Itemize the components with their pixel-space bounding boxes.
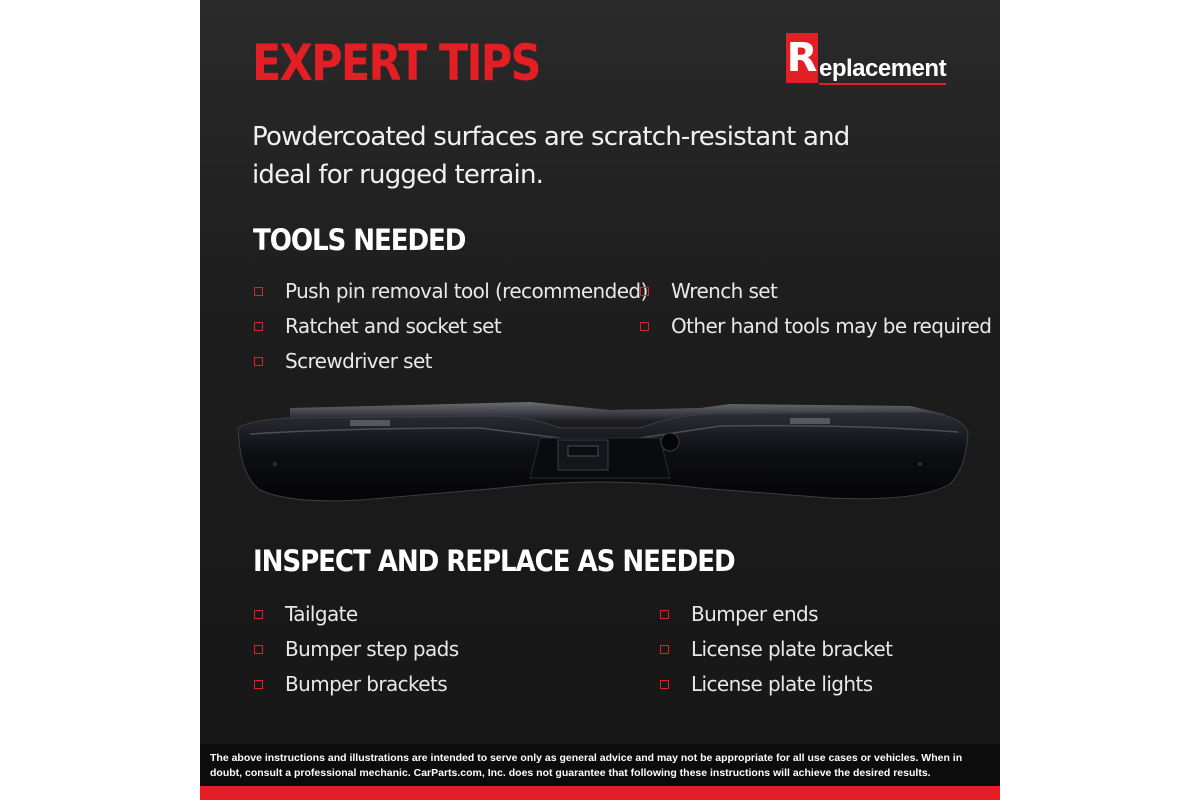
inspect-heading: INSPECT AND REPLACE AS NEEDED bbox=[253, 544, 735, 578]
list-item bbox=[658, 597, 892, 632]
list-item bbox=[252, 344, 648, 379]
square-bullet-icon bbox=[660, 645, 669, 654]
list-item-label: Bumper step pads bbox=[285, 637, 459, 661]
logo-wordmark: eplacement bbox=[819, 55, 947, 82]
disclaimer-footer bbox=[200, 744, 1000, 786]
square-bullet-icon bbox=[254, 645, 263, 654]
list-item-label: License plate bracket bbox=[691, 637, 893, 661]
square-bullet-icon bbox=[660, 610, 669, 619]
list-item bbox=[252, 309, 648, 344]
tools-list-left bbox=[252, 274, 648, 379]
accent-bar bbox=[200, 786, 1000, 800]
list-item bbox=[658, 632, 892, 667]
list-item-label: Screwdriver set bbox=[285, 349, 432, 373]
intro-text: Powdercoated surfaces are scratch-resistant and ideal for rugged terrain. bbox=[252, 122, 850, 190]
list-item bbox=[252, 632, 459, 667]
logo-initial: R bbox=[786, 35, 818, 81]
square-bullet-icon bbox=[640, 287, 649, 296]
tools-list-right bbox=[638, 274, 991, 344]
list-item-label: Bumper brackets bbox=[285, 672, 448, 696]
replacement-logo bbox=[786, 33, 948, 85]
list-item-label: License plate lights bbox=[691, 672, 873, 696]
list-item bbox=[638, 274, 991, 309]
square-bullet-icon bbox=[254, 610, 263, 619]
list-item-label: Other hand tools may be required bbox=[671, 314, 992, 338]
list-item bbox=[638, 309, 991, 344]
expert-tips-card bbox=[200, 0, 1000, 800]
list-item bbox=[252, 597, 459, 632]
inspect-list-right bbox=[658, 597, 892, 702]
square-bullet-icon bbox=[254, 680, 263, 689]
list-item-label: Bumper ends bbox=[691, 602, 818, 626]
disclaimer-text: The above instructions and illustrations are intended to serve only as general advice and may not be appropriate for all use cases or vehicles. When in doubt, consult a professional mechanic. CarParts.com, Inc. does not guarantee that following these instructions will achieve the desired results. bbox=[210, 752, 963, 779]
square-bullet-icon bbox=[640, 322, 649, 331]
rear-bumper-image bbox=[230, 398, 970, 514]
square-bullet-icon bbox=[254, 322, 263, 331]
square-bullet-icon bbox=[660, 680, 669, 689]
logo-underline bbox=[819, 83, 946, 85]
list-item-label: Tailgate bbox=[285, 602, 358, 626]
inspect-list-left bbox=[252, 597, 459, 702]
list-item bbox=[252, 274, 648, 309]
square-bullet-icon bbox=[254, 287, 263, 296]
list-item-label: Ratchet and socket set bbox=[285, 314, 502, 338]
page-title: EXPERT TIPS bbox=[252, 34, 540, 92]
tools-heading: TOOLS NEEDED bbox=[253, 223, 466, 257]
list-item bbox=[252, 667, 459, 702]
list-item-label: Push pin removal tool (recommended) bbox=[285, 279, 648, 303]
list-item-label: Wrench set bbox=[671, 279, 778, 303]
square-bullet-icon bbox=[254, 357, 263, 366]
list-item bbox=[658, 667, 892, 702]
